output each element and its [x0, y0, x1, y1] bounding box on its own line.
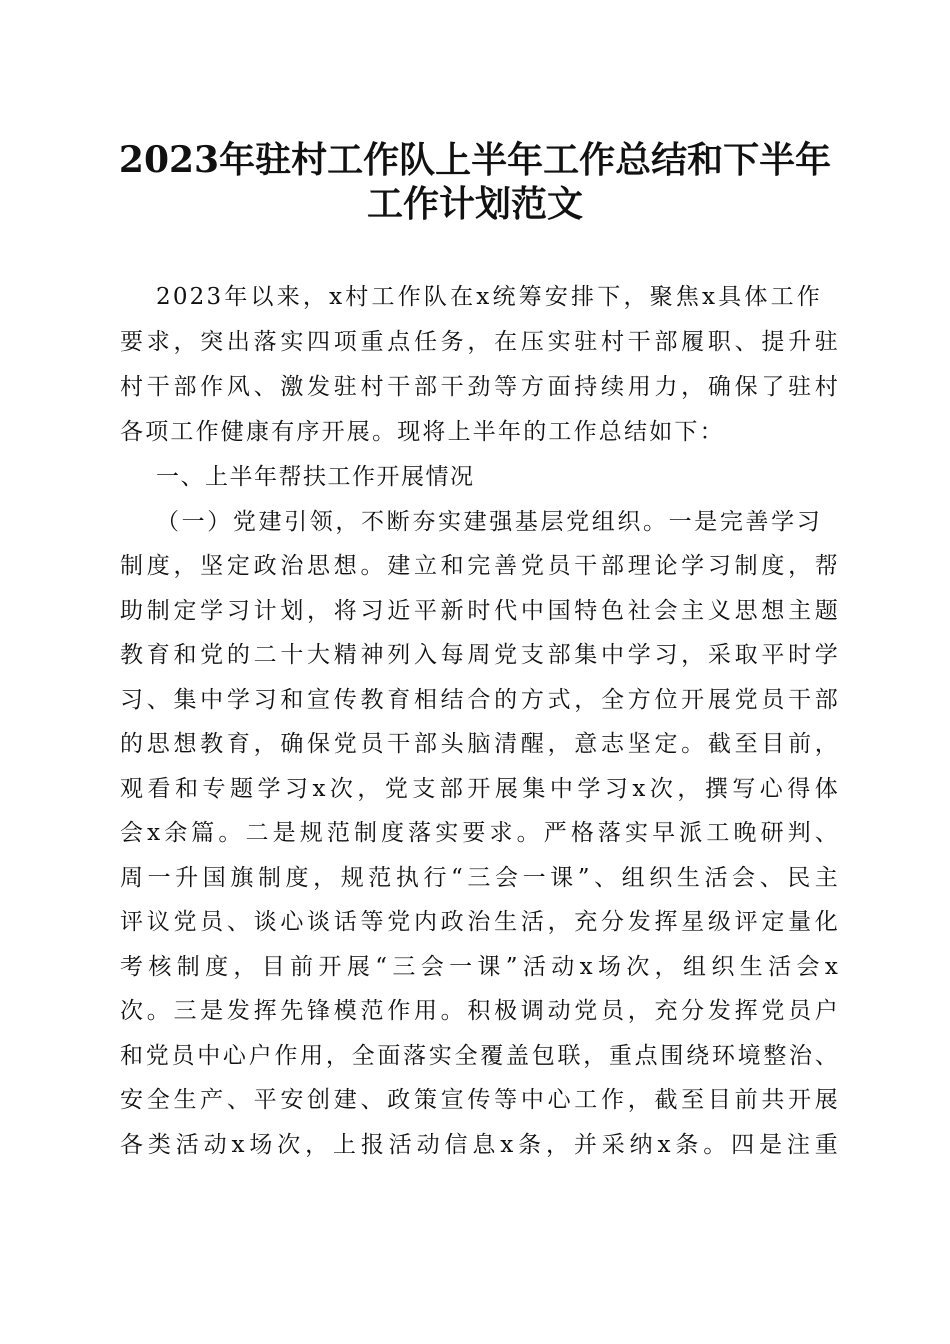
document-title-line-1: 2023年驻村工作队上半年工作总结和下半年 [118, 139, 832, 181]
body-line-8: 会x余篇。二是规范制度落实要求。严格落实早派工晚研判、 [120, 820, 840, 846]
intro-line-2: 要求，突出落实四项重点任务，在压实驻村干部履职、提升驻 [120, 329, 840, 355]
body-line-14: 安全生产、平安创建、政策宣传等中心工作，截至目前共开展 [120, 1087, 840, 1113]
body-line-2: 制度，坚定政治思想。建立和完善党员干部理论学习制度，帮 [120, 553, 840, 579]
body-line-12: 次。三是发挥先锋模范作用。积极调动党员，充分发挥党员户 [120, 998, 840, 1024]
body-line-5: 习、集中学习和宣传教育相结合的方式，全方位开展党员干部 [120, 687, 840, 713]
body-line-1: （一）党建引领，不断夯实建强基层党组织。一是完善学习 [156, 509, 822, 535]
intro-line-3: 村干部作风、激发驻村干部干劲等方面持续用力，确保了驻村 [120, 374, 840, 400]
intro-line-4: 各项工作健康有序开展。现将上半年的工作总结如下： [120, 419, 725, 445]
body-line-11: 考核制度，目前开展“三会一课”活动x场次，组织生活会x [120, 954, 840, 980]
section-heading: 一、上半年帮扶工作开展情况 [156, 464, 475, 490]
document-title-line-2: 工作计划范文 [366, 183, 583, 225]
body-line-10: 评议党员、谈心谈话等党内政治生活，充分发挥星级评定量化 [120, 909, 840, 935]
body-line-6: 的思想教育，确保党员干部头脑清醒，意志坚定。截至目前， [120, 731, 840, 757]
body-line-9: 周一升国旗制度，规范执行“三会一课”、组织生活会、民主 [120, 865, 840, 891]
body-line-3: 助制定学习计划，将习近平新时代中国特色社会主义思想主题 [120, 598, 840, 624]
body-line-4: 教育和党的二十大精神列入每周党支部集中学习，采取平时学 [120, 642, 840, 668]
intro-line-1: 2023年以来，x村工作队在x统筹安排下，聚焦x具体工作 [156, 284, 822, 310]
body-line-13: 和党员中心户作用，全面落实全覆盖包联，重点围绕环境整治、 [120, 1043, 840, 1069]
body-line-7: 观看和专题学习x次，党支部开展集中学习x次，撰写心得体 [120, 776, 840, 802]
body-line-15: 各类活动x场次，上报活动信息x条，并采纳x条。四是注重 [120, 1132, 840, 1158]
